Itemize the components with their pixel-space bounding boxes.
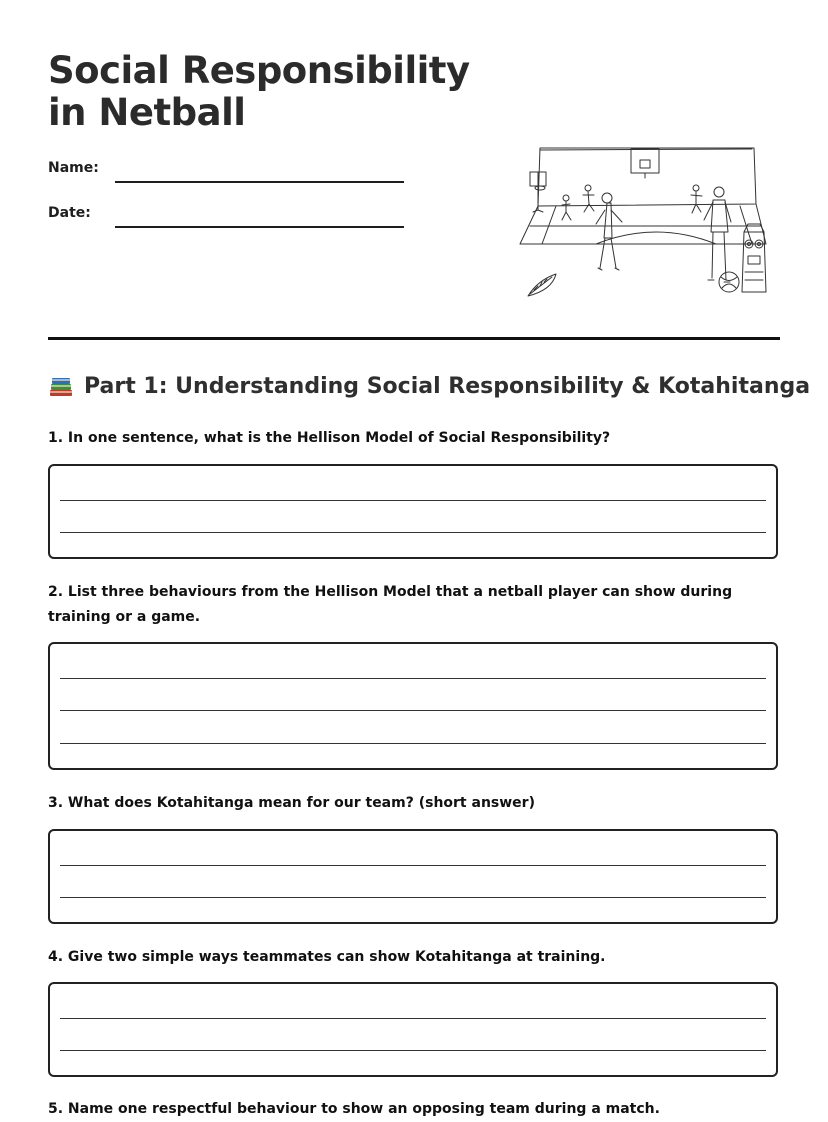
answer-line	[60, 678, 766, 679]
answer-box-1[interactable]	[48, 464, 778, 559]
question-4: 4. Give two simple ways teammates can show Kotahitanga at training.	[48, 949, 606, 965]
answer-line	[60, 865, 766, 866]
books-icon	[48, 375, 74, 399]
netball-court-illustration	[516, 140, 780, 302]
question-5: 5. Name one respectful behaviour to show an opposing team during a match.	[48, 1101, 660, 1117]
section-heading-part1	[48, 374, 810, 399]
name-label: Name:	[48, 160, 99, 176]
divider	[48, 337, 780, 340]
name-field[interactable]	[115, 181, 404, 183]
page-title: Social Responsibility in Netball	[48, 49, 470, 134]
answer-line	[60, 710, 766, 711]
question-3: 3. What does Kotahitanga mean for our team? (short answer)	[48, 795, 535, 811]
date-field[interactable]	[115, 226, 404, 228]
answer-line	[60, 1050, 766, 1051]
question-2: 2. List three behaviours from the Hellison Model that a netball player can show during training or a game.	[48, 584, 733, 625]
section-heading-text: Part 1: Understanding Social Responsibility & Kotahitanga	[84, 374, 811, 399]
answer-line	[60, 897, 766, 898]
answer-line	[60, 500, 766, 501]
answer-box-4[interactable]	[48, 982, 778, 1077]
answer-line	[60, 532, 766, 533]
answer-line	[60, 743, 766, 744]
answer-line	[60, 1018, 766, 1019]
answer-box-3[interactable]	[48, 829, 778, 924]
question-1: 1. In one sentence, what is the Hellison Model of Social Responsibility?	[48, 430, 611, 446]
answer-box-2[interactable]	[48, 642, 778, 770]
date-label: Date:	[48, 205, 91, 221]
